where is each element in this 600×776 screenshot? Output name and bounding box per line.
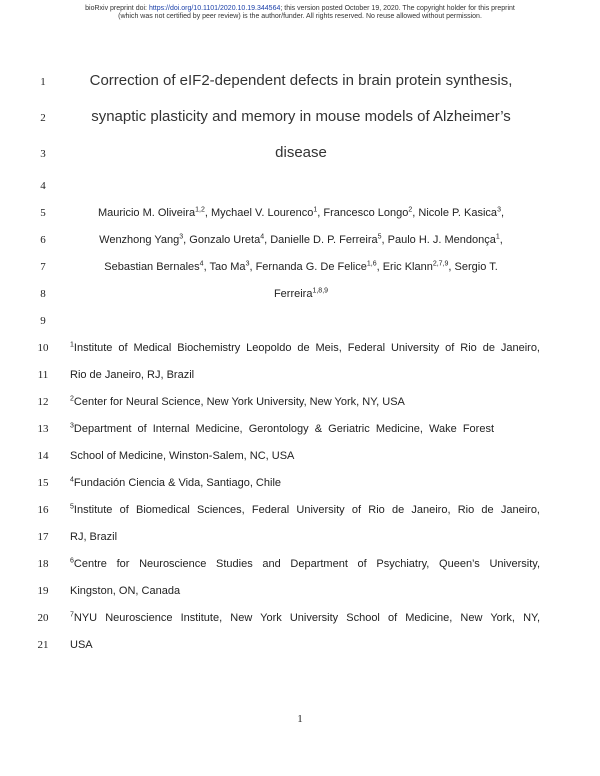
affiliation-1-line1 (70, 341, 540, 355)
preprint-header-line1 (0, 5, 600, 13)
author-name: Mauricio M. Oliveira (97, 207, 196, 219)
affiliation-marker: 2 (70, 395, 74, 403)
author-line-4 (62, 287, 540, 301)
author-name: , Tao Ma (203, 261, 246, 273)
author-line-1 (62, 206, 540, 220)
line-number: 11 (37, 369, 49, 381)
author-affil: 2 (408, 206, 413, 214)
line-number: 16 (37, 504, 49, 516)
line-number: 2 (40, 112, 46, 124)
line-number: 20 (37, 612, 49, 624)
author-name: , Sergio T. (448, 261, 498, 273)
paper-title-line1: Correction of eIF2-dependent defects in brain protein synthesis, (89, 72, 513, 89)
author-name: , Nicole P. Kasica (412, 207, 498, 219)
line-number: 14 (37, 450, 49, 462)
author-affil: 1 (495, 233, 500, 241)
line-number: 17 (37, 531, 49, 543)
author-sep: , (499, 234, 503, 246)
author-affil: 5 (377, 233, 382, 241)
affiliation-text: Center for Neural Science, New York University, New York, NY, USA (73, 396, 405, 408)
affiliation-3-line1 (70, 422, 494, 436)
line-number: 9 (40, 315, 46, 327)
affiliation-2 (70, 395, 540, 409)
line-number: 19 (37, 585, 49, 597)
author-affil: 1,2 (195, 206, 205, 214)
author-affil: 4 (199, 260, 204, 268)
author-sep: , (500, 207, 505, 219)
line-number: 21 (37, 639, 49, 651)
author-affil: 3 (179, 233, 184, 241)
affiliation-text: Centre for Neuroscience Studies and Department of Psychiatry, Queen’s University, (73, 558, 540, 570)
preprint-header-line2: (which was not certified by peer review) is the author/funder. All rights reserved. No reuse allowed without permission. (118, 13, 482, 20)
affiliation-marker: 1 (70, 341, 74, 349)
author-name: Sebastian Bernales (104, 261, 200, 273)
line-number: 10 (37, 342, 49, 354)
affiliation-marker: 4 (70, 476, 74, 484)
line-number: 4 (40, 180, 46, 192)
affiliation-4 (70, 476, 540, 490)
affiliation-marker: 5 (70, 503, 74, 511)
affiliation-7-line1 (70, 611, 540, 625)
affiliation-text: NYU Neuroscience Institute, New York University School of Medicine, New York, NY, (73, 612, 540, 624)
affiliation-marker: 7 (70, 611, 74, 619)
doi-link[interactable]: https://doi.org/10.1101/2020.10.19.344564 (148, 5, 281, 12)
affiliation-5-line1 (70, 503, 540, 517)
line-number: 13 (37, 423, 49, 435)
author-name: , Danielle D. P. Ferreira (264, 234, 378, 246)
header-prefix: bioRxiv preprint doi: (85, 5, 149, 12)
author-affil: 1,6 (366, 260, 377, 268)
line-number: 5 (40, 207, 46, 219)
affiliation-marker: 6 (70, 557, 74, 565)
author-line-2 (62, 233, 540, 247)
author-name: , Eric Klann (376, 261, 433, 273)
line-number: 8 (40, 288, 46, 300)
author-affil: 4 (260, 233, 265, 241)
author-name: , Fernanda G. De Felice (249, 261, 367, 273)
author-name: , Paulo H. J. Mendonça (381, 234, 496, 246)
line-number: 3 (40, 148, 46, 160)
author-affil: 2,7,9 (432, 260, 449, 268)
affiliation-marker: 3 (70, 422, 74, 430)
affiliation-6-line2: Kingston, ON, Canada (70, 585, 181, 597)
affiliation-text: Fundación Ciencia & Vida, Santiago, Chile (73, 477, 281, 489)
paper-title-line3: disease (275, 144, 327, 161)
line-number: 15 (37, 477, 49, 489)
affiliation-7-line2: USA (70, 639, 93, 651)
affiliation-text: Institute of Biomedical Sciences, Federal University of Rio de Janeiro, Rio de Janeiro, (73, 504, 540, 516)
author-line-3 (62, 260, 540, 274)
header-suffix: ; this version posted October 19, 2020. The copyright holder for this preprint (280, 5, 515, 12)
line-number: 18 (37, 558, 49, 570)
line-number: 7 (40, 261, 46, 273)
author-affil: 1,8,9 (312, 287, 329, 295)
affiliation-3-line2: School of Medicine, Winston-Salem, NC, USA (70, 450, 295, 462)
affiliation-5-line2: RJ, Brazil (70, 531, 118, 543)
author-affil: 3 (245, 260, 250, 268)
author-affil: 1 (313, 206, 318, 214)
affiliation-1-line2: Rio de Janeiro, RJ, Brazil (70, 369, 195, 381)
author-name: Ferreira (273, 288, 313, 300)
author-name: Wenzhong Yang (99, 234, 180, 246)
author-name: , Mychael V. Lourenco (204, 207, 314, 219)
line-number: 6 (40, 234, 46, 246)
affiliation-text: Department of Internal Medicine, Gerontology & Geriatric Medicine, Wake Forest (73, 423, 494, 435)
paper-title-line2: synaptic plasticity and memory in mouse models of Alzheimer’s (91, 108, 511, 125)
page-number: 1 (297, 713, 303, 725)
affiliation-6-line1 (70, 557, 540, 571)
author-name: , Francesco Longo (317, 207, 409, 219)
author-affil: 3 (497, 206, 501, 214)
line-number: 1 (40, 76, 46, 88)
affiliation-text: Institute of Medical Biochemistry Leopoldo de Meis, Federal University of Rio de Janeiro, (73, 342, 540, 354)
author-name: , Gonzalo Ureta (183, 234, 261, 246)
line-number: 12 (37, 396, 49, 408)
